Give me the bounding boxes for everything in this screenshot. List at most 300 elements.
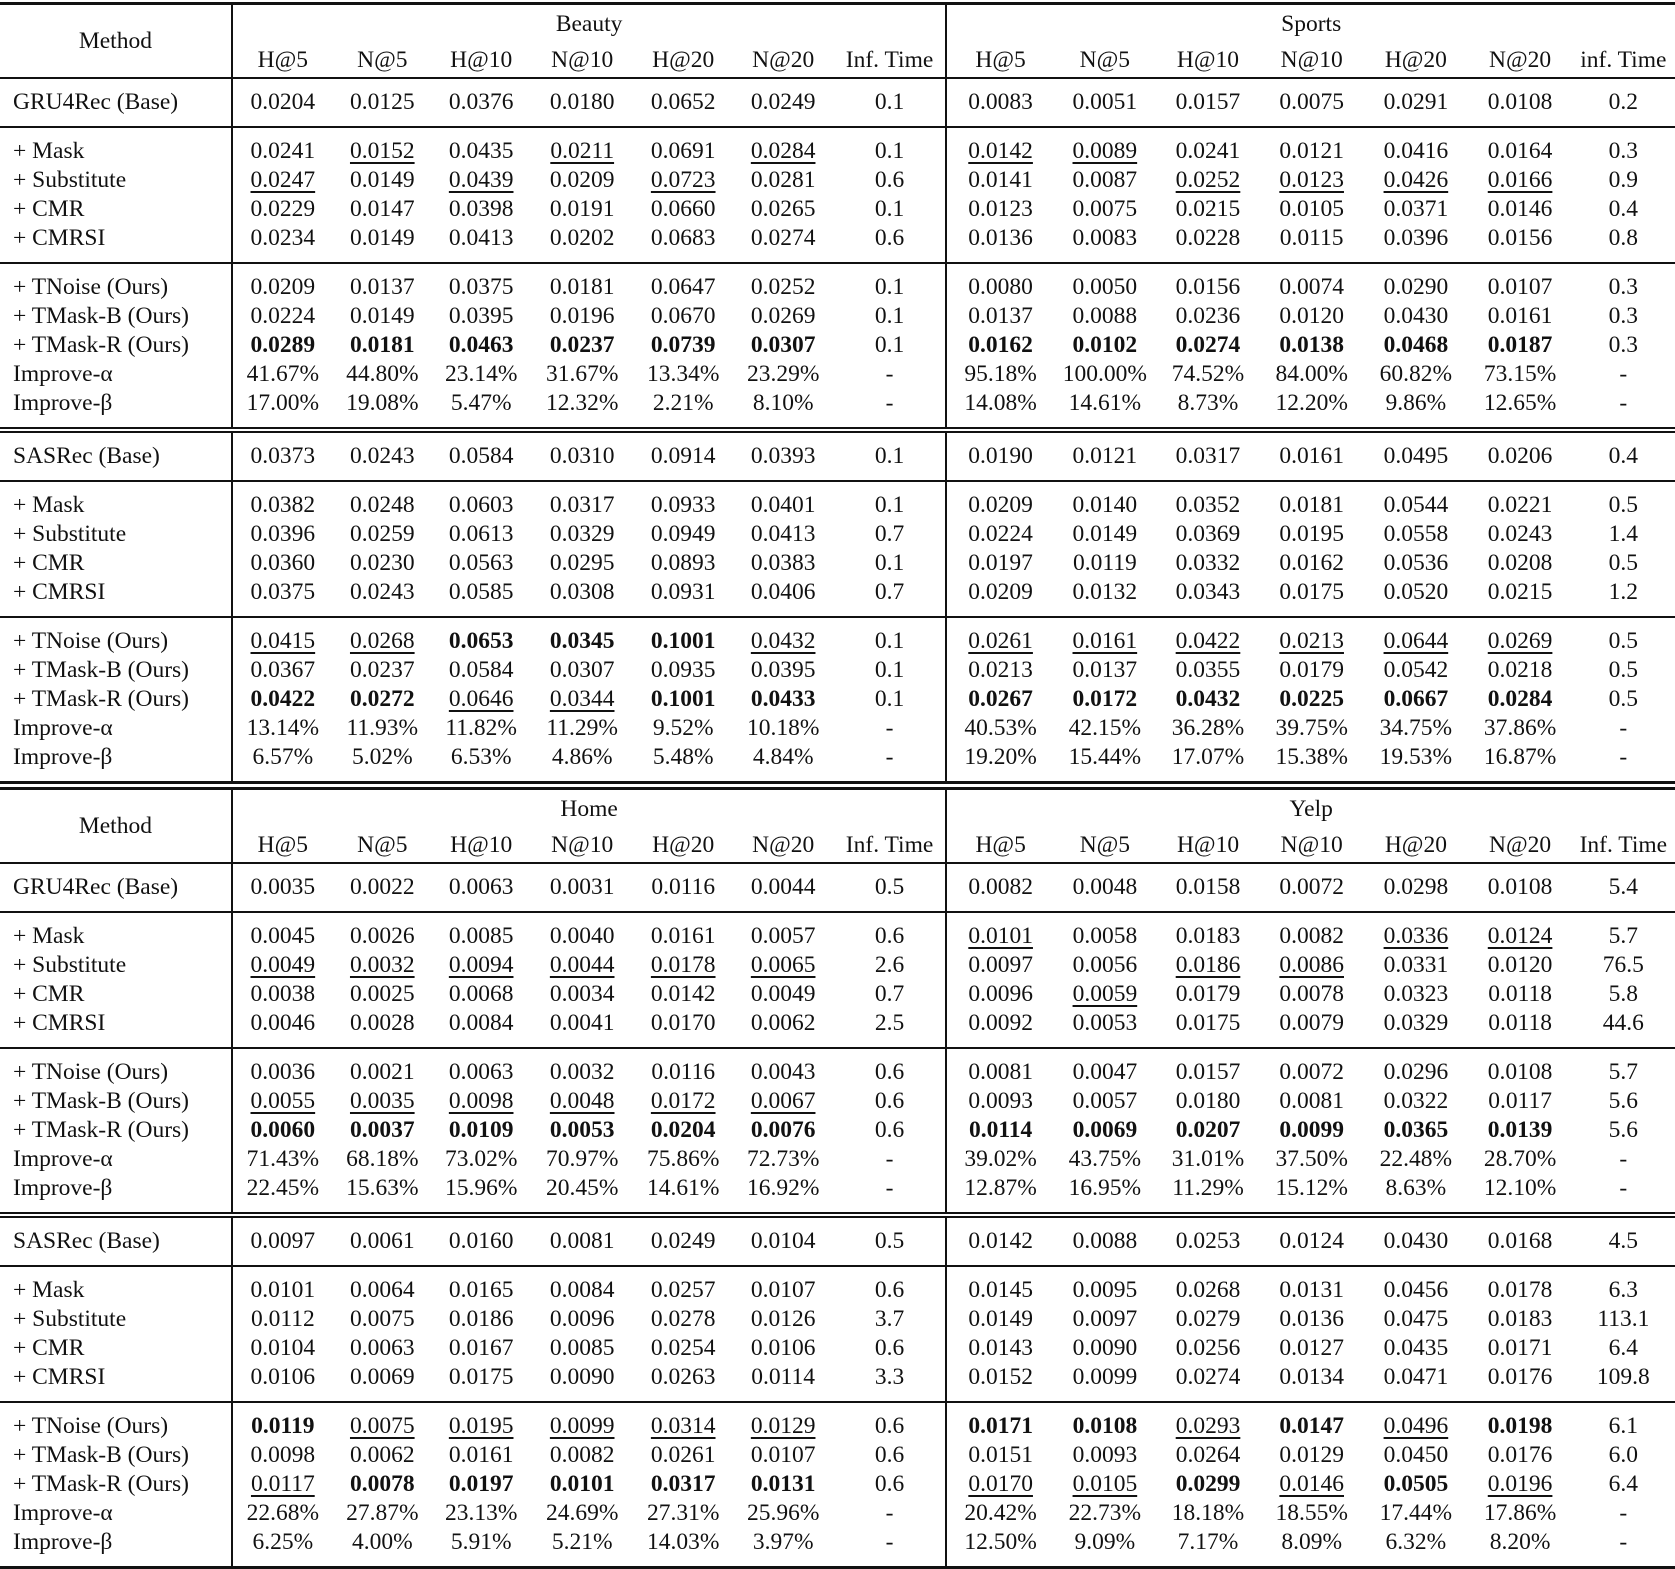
metric-cell (834, 863, 947, 912)
metric-value: 5.4 (1608, 874, 1639, 900)
header-row-metrics (0, 828, 1675, 863)
metric-value: 0.0081 (1279, 1088, 1344, 1114)
metric-value: 0.0055 (250, 1088, 316, 1114)
metric-value: 0.0228 (1175, 225, 1241, 251)
metric-value: 0.0093 (1072, 1442, 1138, 1468)
metric-cell (1363, 656, 1468, 685)
metric-cell (733, 263, 834, 302)
metric-cell (733, 520, 834, 549)
metric-cell (634, 980, 733, 1009)
metric-cell (1156, 863, 1260, 912)
metric-value: 5.91% (450, 1529, 512, 1555)
metric-cell (531, 127, 634, 166)
metric-value: 5.47% (450, 390, 512, 416)
metric-value: 0.0180 (549, 89, 615, 115)
metric-value: 0.0047 (1072, 1059, 1138, 1085)
metric-cell (946, 520, 1053, 549)
metric-value: 20.45% (545, 1175, 619, 1201)
method-name: + Mask (0, 912, 232, 951)
metric-cell (232, 1215, 333, 1266)
metric-cell (834, 1441, 947, 1470)
metric-value: 0.0049 (750, 981, 816, 1007)
metric-cell (1469, 1116, 1572, 1145)
metric-value: 0.0038 (250, 981, 316, 1007)
metric-value: 0.0475 (1383, 1306, 1449, 1332)
metric-value: 0.0115 (1279, 225, 1344, 251)
metric-value: 0.0267 (968, 686, 1033, 712)
metric-value: 0.0164 (1487, 138, 1553, 164)
metric-cell (834, 1470, 947, 1499)
metric-cell (1363, 1305, 1468, 1334)
metric-cell (1260, 1470, 1363, 1499)
method-name: + Substitute (13, 521, 127, 547)
metric-cell (1260, 980, 1363, 1009)
metric-value: 0.1 (874, 274, 905, 300)
method-name: + Mask (0, 1266, 232, 1305)
metric-value: 0.0215 (1487, 579, 1553, 605)
metric-cell (1054, 195, 1156, 224)
metric-cell (531, 1334, 634, 1363)
metric-cell (333, 520, 432, 549)
metric-value: 0.0161 (1487, 303, 1553, 329)
metric-value: 0.0131 (750, 1471, 816, 1497)
metric-cell (733, 617, 834, 656)
metric-value: 0.0209 (968, 579, 1033, 605)
metric-cell (634, 1266, 733, 1305)
metric-cell (946, 1363, 1053, 1402)
metric-cell (232, 263, 333, 302)
metric-cell (333, 685, 432, 714)
metric-cell (232, 166, 333, 195)
metric-cell (1572, 685, 1675, 714)
table-row (0, 331, 1675, 360)
metric-value: 0.0051 (1072, 89, 1138, 115)
metric-cell (733, 1499, 834, 1528)
metric-value: 0.0147 (1279, 1413, 1344, 1439)
metric-header: N@5 (1054, 43, 1156, 78)
metric-value: 0.0087 (1072, 167, 1138, 193)
method-name: + Mask (0, 127, 232, 166)
metric-cell (634, 331, 733, 360)
metric-cell (834, 1087, 947, 1116)
metric-value: 0.0162 (1279, 550, 1344, 576)
metric-value: 0.0284 (750, 138, 816, 164)
metric-cell (1260, 1266, 1363, 1305)
metric-cell (1054, 430, 1156, 481)
metric-value: 9.09% (1074, 1529, 1136, 1555)
metric-cell (1363, 1334, 1468, 1363)
metric-cell (946, 1116, 1053, 1145)
method-name: Improve-α (13, 715, 113, 741)
metric-cell (1363, 224, 1468, 263)
metric-value: 0.0256 (1175, 1335, 1241, 1361)
metric-cell (1260, 263, 1363, 302)
table-row (0, 1499, 1675, 1528)
metric-cell (1363, 714, 1468, 743)
metric-cell (432, 195, 531, 224)
metric-value: 0.0161 (1072, 628, 1138, 654)
metric-cell (946, 912, 1053, 951)
metric-value: 0.0336 (1383, 923, 1449, 949)
metric-cell (1572, 549, 1675, 578)
metric-cell (834, 1334, 947, 1363)
metric-cell (1469, 714, 1572, 743)
metric-cell (232, 1470, 333, 1499)
metric-cell (834, 1145, 947, 1174)
metric-cell (333, 951, 432, 980)
metric-cell (634, 617, 733, 656)
metric-cell (834, 1363, 947, 1402)
metric-cell (1572, 1116, 1675, 1145)
metric-cell (232, 1009, 333, 1048)
method-name: + CMRSI (13, 1010, 106, 1036)
metric-cell (1572, 1174, 1675, 1215)
metric-value: 0.0101 (250, 1277, 316, 1303)
metric-cell (946, 685, 1053, 714)
metric-cell (232, 127, 333, 166)
metric-value: 0.0585 (448, 579, 514, 605)
metric-value: 4.00% (351, 1529, 413, 1555)
metric-cell (531, 1528, 634, 1568)
table-row (0, 520, 1675, 549)
metric-value: 0.0209 (549, 167, 615, 193)
metric-cell (1054, 1441, 1156, 1470)
metric-value: - (885, 1146, 894, 1172)
metric-value: 0.0456 (1383, 1277, 1449, 1303)
table-row (0, 1145, 1675, 1174)
metric-value: 0.0186 (448, 1306, 514, 1332)
metric-value: 0.0026 (349, 923, 415, 949)
metric-cell (1156, 912, 1260, 951)
metric-value: 0.0221 (1487, 492, 1553, 518)
metric-value: 0.0090 (1072, 1335, 1138, 1361)
metric-value: 0.0025 (349, 981, 415, 1007)
metric-cell (1156, 195, 1260, 224)
metric-value: 41.67% (246, 361, 320, 387)
metric-cell (1054, 302, 1156, 331)
metric-cell (232, 224, 333, 263)
metric-cell (432, 912, 531, 951)
metric-value: 0.0088 (1072, 303, 1138, 329)
metric-value: 0.0124 (1487, 923, 1553, 949)
metric-value: 0.0069 (349, 1364, 415, 1390)
metric-value: 0.0274 (1175, 332, 1241, 358)
metric-cell (432, 481, 531, 520)
table-row (0, 1470, 1675, 1499)
metric-value: 0.0114 (968, 1117, 1033, 1143)
metric-cell (634, 1528, 733, 1568)
metric-value: 0.0084 (448, 1010, 514, 1036)
metric-cell (1572, 78, 1675, 127)
metric-cell (1572, 360, 1675, 389)
metric-value: 0.0104 (750, 1228, 816, 1254)
table-row (0, 127, 1675, 166)
metric-value: 0.6 (874, 1059, 905, 1085)
metric-cell (1054, 1363, 1156, 1402)
metric-value: 0.0062 (750, 1010, 816, 1036)
metric-value: 37.50% (1275, 1146, 1348, 1172)
metric-value: 0.0048 (549, 1088, 615, 1114)
metric-cell (1156, 1009, 1260, 1048)
metric-cell (1469, 1499, 1572, 1528)
metric-value: 0.0063 (448, 874, 514, 900)
dataset-header-right: Sports (946, 4, 1675, 44)
metric-value: 0.0037 (349, 1117, 415, 1143)
method-name: + CMR (13, 981, 85, 1007)
metric-value: 6.3 (1608, 1277, 1639, 1303)
metric-value: 0.0082 (968, 874, 1033, 900)
metric-value: 5.21% (551, 1529, 613, 1555)
metric-value: 19.08% (346, 390, 419, 416)
metric-value: 0.3 (1608, 274, 1639, 300)
metric-cell (733, 78, 834, 127)
metric-cell (946, 656, 1053, 685)
metric-value: 0.0090 (549, 1364, 615, 1390)
method-name: + TNoise (Ours) (0, 617, 232, 656)
metric-cell (232, 980, 333, 1009)
metric-cell (1156, 166, 1260, 195)
metric-value: 0.0365 (1383, 1117, 1449, 1143)
metric-value: 11.29% (1172, 1175, 1244, 1201)
metric-cell (1363, 912, 1468, 951)
metric-header: H@10 (1156, 43, 1260, 78)
metric-cell (946, 1145, 1053, 1174)
metric-value: 0.0218 (1487, 657, 1553, 683)
metric-value: 0.0161 (650, 923, 716, 949)
metric-value: 0.0075 (1279, 89, 1344, 115)
metric-cell (531, 195, 634, 224)
metric-value: 15.38% (1275, 744, 1348, 770)
metric-value: 12.32% (545, 390, 619, 416)
metric-cell (1156, 1363, 1260, 1402)
metric-cell (733, 1470, 834, 1499)
metric-value: 76.5 (1602, 952, 1644, 978)
metric-cell (634, 1334, 733, 1363)
metric-value: 0.0157 (1175, 1059, 1241, 1085)
metric-cell (531, 1305, 634, 1334)
metric-value: 0.1 (874, 492, 905, 518)
metric-value: - (1619, 1175, 1628, 1201)
metric-header: H@10 (1156, 828, 1260, 863)
metric-value: 0.0089 (1072, 138, 1138, 164)
metric-cell (1156, 78, 1260, 127)
metric-cell (733, 1116, 834, 1145)
metric-cell (1260, 951, 1363, 980)
metric-cell (1054, 1334, 1156, 1363)
metric-cell (232, 743, 333, 783)
metric-value: 0.1 (874, 138, 905, 164)
metric-cell (432, 430, 531, 481)
metric-cell (1054, 743, 1156, 783)
metric-cell (834, 549, 947, 578)
metric-cell (1156, 1334, 1260, 1363)
metric-cell (634, 1145, 733, 1174)
metric-value: 0.6 (874, 1442, 905, 1468)
metric-cell (1156, 685, 1260, 714)
metric-cell (333, 430, 432, 481)
metric-value: 0.0152 (349, 138, 415, 164)
metric-value: 6.57% (252, 744, 314, 770)
metric-value: 0.0310 (549, 443, 615, 469)
metric-cell (1572, 863, 1675, 912)
metric-cell (946, 951, 1053, 980)
metric-value: 72.73% (746, 1146, 820, 1172)
metric-value: 0.5 (1608, 550, 1639, 576)
table-row (0, 1087, 1675, 1116)
metric-cell (1363, 1363, 1468, 1402)
metric-value: 0.0108 (1487, 1059, 1553, 1085)
metric-cell (1572, 1363, 1675, 1402)
metric-value: 60.82% (1379, 361, 1453, 387)
metric-value: 0.0108 (1487, 89, 1553, 115)
metric-value: 0.0049 (250, 952, 316, 978)
metric-header: N@10 (531, 828, 634, 863)
metric-value: 0.0178 (650, 952, 716, 978)
metric-value: 73.02% (444, 1146, 518, 1172)
metric-value: 0.0147 (349, 196, 415, 222)
metric-value: 0.0114 (751, 1364, 816, 1390)
metric-value: 15.12% (1275, 1175, 1348, 1201)
metric-cell (1260, 1048, 1363, 1087)
metric-value: 1.4 (1608, 521, 1639, 547)
metric-value: 0.0045 (250, 923, 316, 949)
metric-cell (1469, 1048, 1572, 1087)
metric-cell (333, 1528, 432, 1568)
metric-cell (531, 360, 634, 389)
metric-value: 0.0176 (1487, 1442, 1553, 1468)
metric-cell (1260, 1305, 1363, 1334)
metric-value: 0.0105 (1279, 196, 1344, 222)
metric-value: 6.25% (252, 1529, 314, 1555)
metric-value: 0.0068 (448, 981, 514, 1007)
metric-header: N@20 (733, 828, 834, 863)
metric-cell (333, 656, 432, 685)
metric-cell (1156, 549, 1260, 578)
metric-value: 0.0367 (250, 657, 316, 683)
metric-cell (1156, 224, 1260, 263)
metric-cell (333, 166, 432, 195)
metric-cell (432, 1116, 531, 1145)
metric-value: 0.0180 (1175, 1088, 1241, 1114)
dataset-header-right: Yelp (946, 789, 1675, 829)
metric-value: 0.0495 (1383, 443, 1449, 469)
metric-cell (333, 78, 432, 127)
metric-cell (232, 389, 333, 430)
metric-cell (333, 912, 432, 951)
dataset-header-left: Beauty (232, 4, 947, 44)
metric-value: 31.67% (545, 361, 619, 387)
metric-cell (1260, 578, 1363, 617)
metric-value: 0.0683 (650, 225, 716, 251)
metric-value: 84.00% (1275, 361, 1348, 387)
metric-cell (1469, 360, 1572, 389)
metric-cell (733, 1174, 834, 1215)
metric-cell (1469, 863, 1572, 912)
metric-value: 0.0160 (448, 1228, 514, 1254)
table-row (0, 1528, 1675, 1568)
metric-value: 0.0323 (1383, 981, 1449, 1007)
metric-value: 2.21% (652, 390, 714, 416)
metric-cell (1260, 1116, 1363, 1145)
metric-header: Inf. Time (834, 828, 947, 863)
metric-cell (1469, 1334, 1572, 1363)
metric-cell (232, 1266, 333, 1305)
table-row (0, 481, 1675, 520)
metric-value: 6.1 (1608, 1413, 1639, 1439)
metric-cell (1363, 389, 1468, 430)
metric-cell (531, 520, 634, 549)
method-name: Improve-α (13, 1500, 113, 1526)
metric-value: 0.0129 (750, 1413, 816, 1439)
metric-cell (432, 224, 531, 263)
metric-value: 31.01% (1171, 1146, 1245, 1172)
metric-cell (531, 1266, 634, 1305)
metric-cell (834, 743, 947, 783)
metric-value: 0.0048 (1072, 874, 1138, 900)
metric-value: 4.84% (752, 744, 814, 770)
metric-cell (733, 360, 834, 389)
metric-cell (1469, 1470, 1572, 1499)
metric-cell (1260, 520, 1363, 549)
metric-cell (733, 578, 834, 617)
metric-cell (531, 1087, 634, 1116)
metric-cell (1156, 331, 1260, 360)
metric-cell (1572, 1145, 1675, 1174)
metric-cell (232, 951, 333, 980)
metric-value: 0.0127 (1279, 1335, 1344, 1361)
metric-value: 0.0265 (750, 196, 816, 222)
metric-cell (432, 1363, 531, 1402)
metric-cell (232, 1363, 333, 1402)
table-row (0, 1048, 1675, 1087)
metric-value: 0.0269 (1487, 628, 1553, 654)
metric-cell (232, 302, 333, 331)
metric-value: 0.0739 (650, 332, 716, 358)
metric-value: 0.0426 (1383, 167, 1449, 193)
metric-cell (733, 224, 834, 263)
metric-cell (1469, 1215, 1572, 1266)
metric-value: 0.0072 (1279, 1059, 1344, 1085)
metric-value: 0.0202 (549, 225, 615, 251)
metric-value: 0.0375 (250, 579, 316, 605)
metric-value: 0.0430 (1383, 1228, 1449, 1254)
metric-value: 0.0097 (1072, 1306, 1138, 1332)
metric-value: 0.0307 (549, 657, 615, 683)
metric-cell (1363, 127, 1468, 166)
metric-value: 17.86% (1483, 1500, 1557, 1526)
metric-value: 6.4 (1608, 1335, 1639, 1361)
metric-cell (834, 1528, 947, 1568)
metric-cell (1363, 166, 1468, 195)
metric-value: 0.0230 (349, 550, 415, 576)
metric-cell (531, 302, 634, 331)
metric-cell (1469, 430, 1572, 481)
metric-value: 8.63% (1385, 1175, 1447, 1201)
metric-value: 0.6 (874, 1471, 905, 1497)
metric-value: 0.0124 (1279, 1228, 1344, 1254)
metric-cell (232, 520, 333, 549)
results-table (0, 2, 1675, 784)
metric-cell (1469, 1009, 1572, 1048)
metric-value: 0.0281 (750, 167, 816, 193)
metric-cell (1469, 656, 1572, 685)
metric-value: 0.0268 (349, 628, 415, 654)
metric-cell (1469, 1528, 1572, 1568)
table-row (0, 685, 1675, 714)
metric-header: H@20 (1363, 43, 1468, 78)
metric-value: 0.0082 (1279, 923, 1344, 949)
metric-cell (531, 1215, 634, 1266)
